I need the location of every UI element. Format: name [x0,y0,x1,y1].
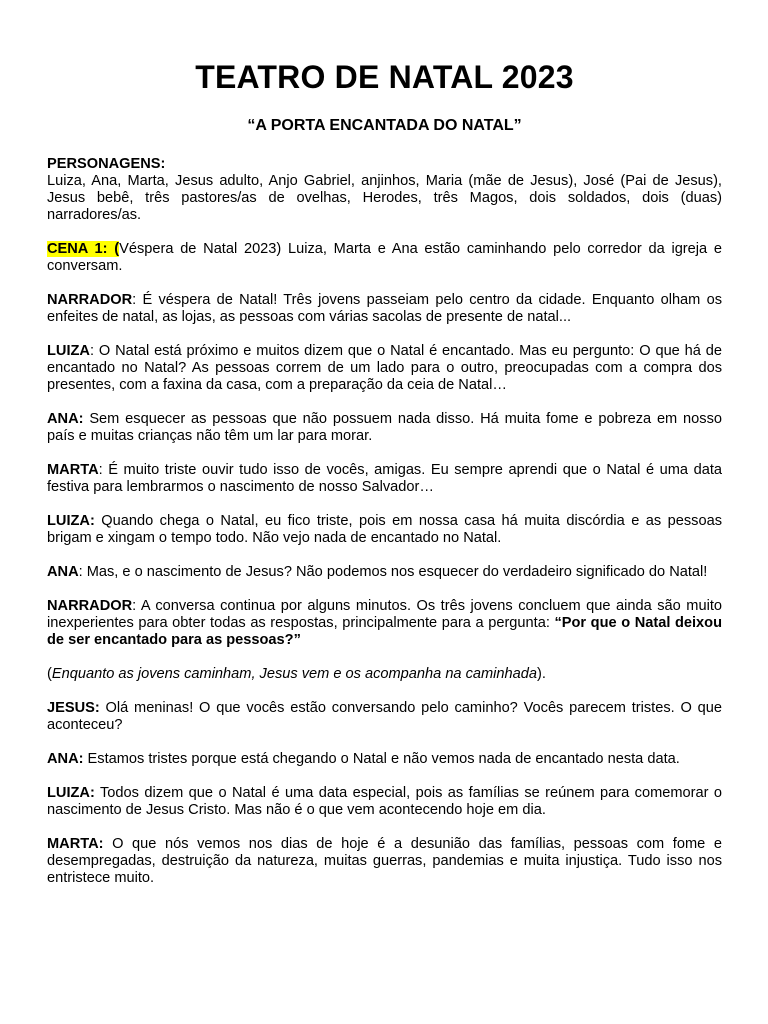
dialogue-line [47,513,722,547]
speaker-name: LUIZA: [47,513,95,529]
dialogue-line [47,700,722,734]
personagens-list: Luiza, Ana, Marta, Jesus adulto, Anjo Gabriel, anjinhos, Maria (mãe de Jesus), José (Pai de Jesus), Jesus bebê, três pastores/as de ovelhas, Herodes, três Magos, dois soldados, dois (duas) narradores/as. [47,173,722,223]
dialogue-line [47,836,722,887]
dialogue-line [47,598,722,649]
stage-direction [47,666,722,683]
speaker-name: MARTA: [47,836,104,852]
dialogue-line [47,785,722,819]
paren-open: ( [47,666,52,682]
dialogue-text: Sem esquecer as pessoas que não possuem nada disso. Há muita fome e pobreza em nosso país e muitas crianças não têm um lar para morar. [47,411,722,444]
dialogue-text: Estamos tristes porque está chegando o Natal e não vemos nada de encantado nesta data. [87,751,680,767]
scene-description: Véspera de Natal 2023) Luiza, Marta e Ana estão caminhando pelo corredor da igreja e conversam. [47,241,722,274]
paren-close: ). [537,666,546,682]
dialogue-line [47,564,722,581]
dialogue-text: Mas, e o nascimento de Jesus? Não podemos nos esquecer do verdadeiro significado do Natal! [86,564,708,580]
scene-label: CENA 1: ( [47,241,120,257]
speaker-name: ANA: [47,411,84,427]
speaker-separator [103,836,112,852]
speaker-separator: : [132,598,141,614]
dialogue-line [47,751,722,768]
dialogue-line [47,292,722,326]
play-subtitle: “A PORTA ENCANTADA DO NATAL” [247,117,522,134]
speaker-separator: : [89,343,99,359]
speaker-name: MARTA [47,462,99,478]
personagens-heading: PERSONAGENS: [47,156,166,172]
scene-1-intro [47,241,722,275]
dialogue-text: É véspera de Natal! Três jovens passeiam pelo centro da cidade. Enquanto olham os enfeites de natal, as lojas, as pessoas com várias sacolas de presente de natal... [47,292,723,325]
dialogue-text: É muito triste ouvir tudo isso de vocês, amigas. Eu sempre aprendi que o Natal é uma data festiva para lembrarmos o nascimento de nosso Salvador… [47,462,722,495]
speaker-name: NARRADOR [47,598,133,614]
document-title: TEATRO DE NATAL 2023 [195,59,574,95]
speaker-name: JESUS: [47,700,100,716]
key-question: “Por que o Natal deixou de ser encantado para as pessoas?” [47,615,723,648]
speaker-separator: : [132,292,143,308]
speaker-name: LUIZA [47,343,90,359]
dialogue-line [47,411,722,445]
speaker-separator: : [98,462,109,478]
speaker-name: ANA [47,564,79,580]
dialogue-line [47,343,722,394]
dialogue-text: Olá meninas! O que vocês estão conversando pelo caminho? Vocês parecem tristes. O que aconteceu? [47,700,722,733]
speaker-name: ANA: [47,751,84,767]
dialogue-text: O Natal está próximo e muitos dizem que o Natal é encantado. Mas eu pergunto: O que há de encantado no Natal? As pessoas correm de um lado para o outro, preocupadas com a compra dos presentes, com a faxina da casa, com a preparação da ceia de Natal… [47,343,723,393]
dialogue-text: Todos dizem que o Natal é uma data especial, pois as famílias se reúnem para comemorar o nascimento de Jesus Cristo. Mas não é o que vem acontecendo hoje em dia. [47,785,722,818]
stage-direction-text: Enquanto as jovens caminham, Jesus vem e os acompanha na caminhada [51,666,537,682]
speaker-separator: : [78,564,87,580]
speaker-name: NARRADOR [47,292,133,308]
dialogue-text: O que nós vemos nos dias de hoje é a desunião das famílias, pessoas com fome e desempregadas, destruição da natureza, muitas guerras, pandemias e muita injustiça. Tudo isso nos entristece muito. [47,836,722,886]
personagens-section [47,156,722,224]
dialogue-text: A conversa continua por alguns minutos. Os três jovens concluem que ainda são muito inexperientes para obter todas as respostas, principalmente para a pergunta: [47,598,722,631]
dialogue-line [47,462,722,496]
speaker-name: LUIZA: [47,785,95,801]
dialogue-text: Quando chega o Natal, eu fico triste, pois em nossa casa há muita discórdia e as pessoas brigam e xingam o tempo todo. Não vejo nada de encantado no Natal. [47,513,722,546]
